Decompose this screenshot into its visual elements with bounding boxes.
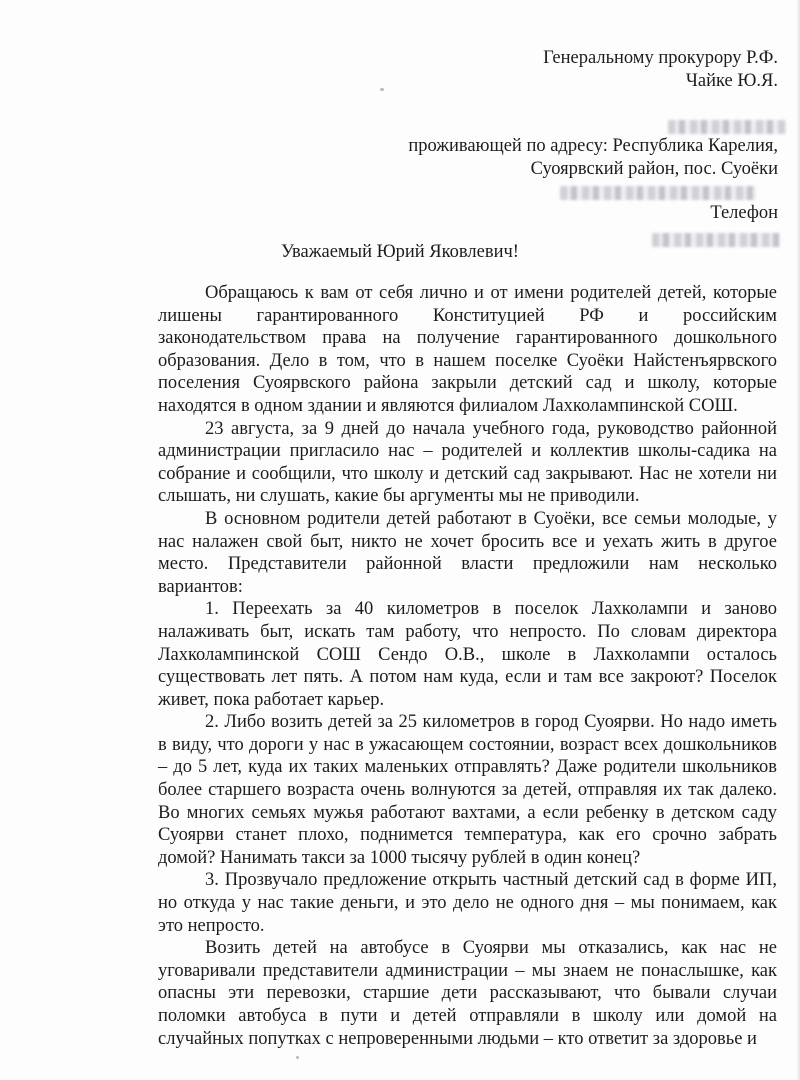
letter-body <box>158 282 777 1050</box>
paragraph-august-meeting: 23 августа, за 9 дней до начала учебного года, руководство районной администрации пригласило нас – родителей и коллектив школы-садика на собрание и сообщили, что школу и детский сад закрывают. Нас не хотели ни слышать, ни слушать, какие бы аргументы мы не приводили. <box>158 418 777 507</box>
scan-speck <box>380 88 384 91</box>
paragraph-bus-refusal: Возить детей на автобусе в Суоярви мы отказались, как нас не уговаривали представители администрации – мы знаем не понаслышке, как опасны эти перевозки, старшие дети рассказывают, что бывали случаи поломки автобуса в пути и детей отправляли в школу или домой на случайных попутках с непроверенными людьми – кто ответит за здоровье и <box>158 938 777 1049</box>
paragraph-intro: Обращаюсь к вам от себя лично и от имени родителей детей, которые лишены гарантированного Конституцией РФ и российским законодательством права на получение гарантированного дошкольного образования. Дело в том, что в нашем поселке Суоёки Найстенъярвского поселения Суоярвского района закрыли детский сад и школу, которые находятся в одном здании и являются филиалом Лахколампинской СОШ. <box>158 283 777 416</box>
scan-speck <box>296 1056 299 1059</box>
redacted-sender-name <box>668 120 786 134</box>
greeting: Уважаемый Юрий Яковлевич! <box>281 242 519 262</box>
paragraph-option-2: 2. Либо возить детей за 25 километров в город Суоярви. Но надо иметь в виду, что дороги у нас в ужасающем состоянии, возраст всех дошкольников – до 5 лет, куда их таких маленьких отправлять? Даже родители школьников более старшего возраста очень волнуются за детей, отправляя их так далеко. Во многих семьях мужья работают вахтами, а если ребенку в детском саду Суоярви станет плохо, поднимется температура, как его срочно забрать домой? Нанимать такси за 1000 тысячу рублей в один конец? <box>158 712 777 868</box>
addressee-line-2: Чайке Ю.Я. <box>685 71 778 91</box>
paragraph-parents-work: В основном родители детей работают в Суоёки, все семьи молодые, у нас налажен свой быт, никто не хочет бросить все и уехать жить в другое место. Представители районной власти предложили нам несколько вариантов: <box>158 508 777 597</box>
paragraph-option-1: 1. Переехать за 40 километров в поселок Лахколампи и заново налаживать быт, искать там работу, что непросто. По словам директора Лахколампинской СОШ Сендо О.В., школе в Лахколампи осталось существовать лет пять. А потом нам куда, если и там все закроют? Поселок живет, пока работает карьер. <box>158 599 777 710</box>
paragraph-option-3: 3. Прозвучало предложение открыть частный детский сад в форме ИП, но откуда у нас такие деньги, и это дело не одного дня – мы понимаем, как это непросто. <box>158 870 777 936</box>
redacted-street-address <box>560 186 756 200</box>
address-line-1: проживающей по адресу: Республика Карелия, <box>408 136 778 156</box>
phone-label: Телефон <box>710 203 778 223</box>
addressee-line-1: Генеральному прокурору Р.Ф. <box>543 48 778 68</box>
address-line-2: Суоярвский район, пос. Суоёки <box>530 159 778 179</box>
page-edge-shadow <box>796 0 800 1080</box>
